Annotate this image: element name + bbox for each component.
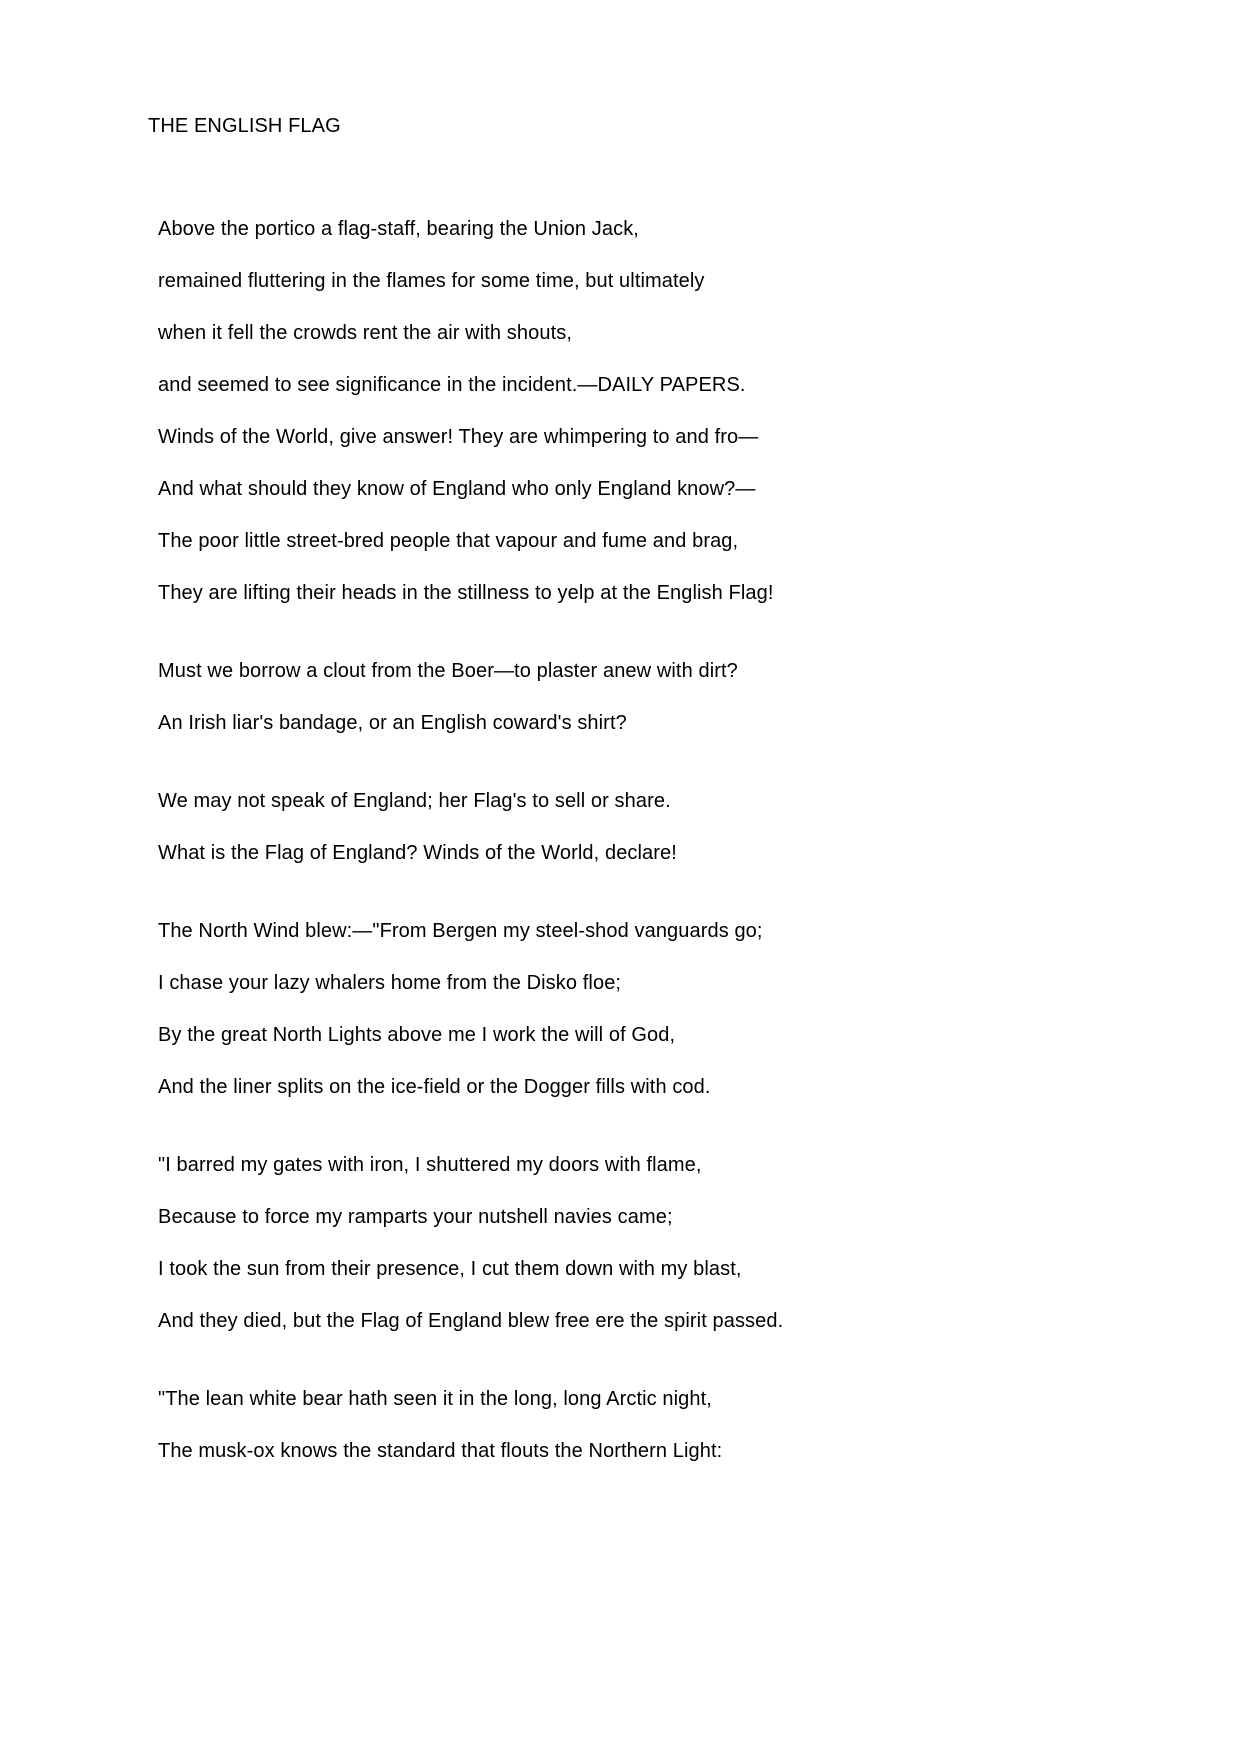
stanza-5 — [158, 1152, 1158, 1334]
poem-line: The North Wind blew:—"From Bergen my steel-shod vanguards go; — [158, 920, 763, 942]
poem-line: Must we borrow a clout from the Boer—to plaster anew with dirt? — [158, 660, 738, 682]
poem-line: They are lifting their heads in the stillness to yelp at the English Flag! — [158, 582, 774, 604]
stanza-1 — [158, 216, 1158, 606]
stanza-4 — [158, 918, 1158, 1100]
document-title: THE ENGLISH FLAG — [148, 115, 341, 137]
stanza-3 — [158, 788, 1158, 866]
poem-line: when it fell the crowds rent the air with shouts, — [158, 322, 572, 344]
poem-line: I took the sun from their presence, I cut them down with my blast, — [158, 1258, 742, 1280]
poem-line: What is the Flag of England? Winds of the World, declare! — [158, 842, 677, 864]
poem-line: Winds of the World, give answer! They are whimpering to and fro— — [158, 426, 759, 448]
poem-line: By the great North Lights above me I work the will of God, — [158, 1024, 676, 1046]
poem-line: "The lean white bear hath seen it in the long, long Arctic night, — [158, 1388, 712, 1410]
poem-line: I chase your lazy whalers home from the Disko floe; — [158, 972, 622, 994]
poem-line: An Irish liar's bandage, or an English coward's shirt? — [158, 712, 627, 734]
poem-line: The musk-ox knows the standard that flouts the Northern Light: — [158, 1440, 723, 1462]
stanza-2 — [158, 658, 1158, 736]
poem-line: And they died, but the Flag of England blew free ere the spirit passed. — [158, 1310, 784, 1332]
stanza-6 — [158, 1386, 1158, 1464]
poem-line: And what should they know of England who only England know?— — [158, 478, 756, 500]
poem-line: "I barred my gates with iron, I shuttered my doors with flame, — [158, 1154, 702, 1176]
poem-line: remained fluttering in the flames for some time, but ultimately — [158, 270, 705, 292]
poem-line: We may not speak of England; her Flag's to sell or share. — [158, 790, 671, 812]
poem-line: Because to force my ramparts your nutshell navies came; — [158, 1206, 673, 1228]
poem-line: And the liner splits on the ice-field or the Dogger fills with cod. — [158, 1076, 711, 1098]
poem-line: Above the portico a flag-staff, bearing the Union Jack, — [158, 218, 639, 240]
poem-body — [158, 216, 1158, 1516]
poem-line: The poor little street-bred people that vapour and fume and brag, — [158, 530, 739, 552]
poem-line: and seemed to see significance in the incident.—DAILY PAPERS. — [158, 374, 746, 396]
